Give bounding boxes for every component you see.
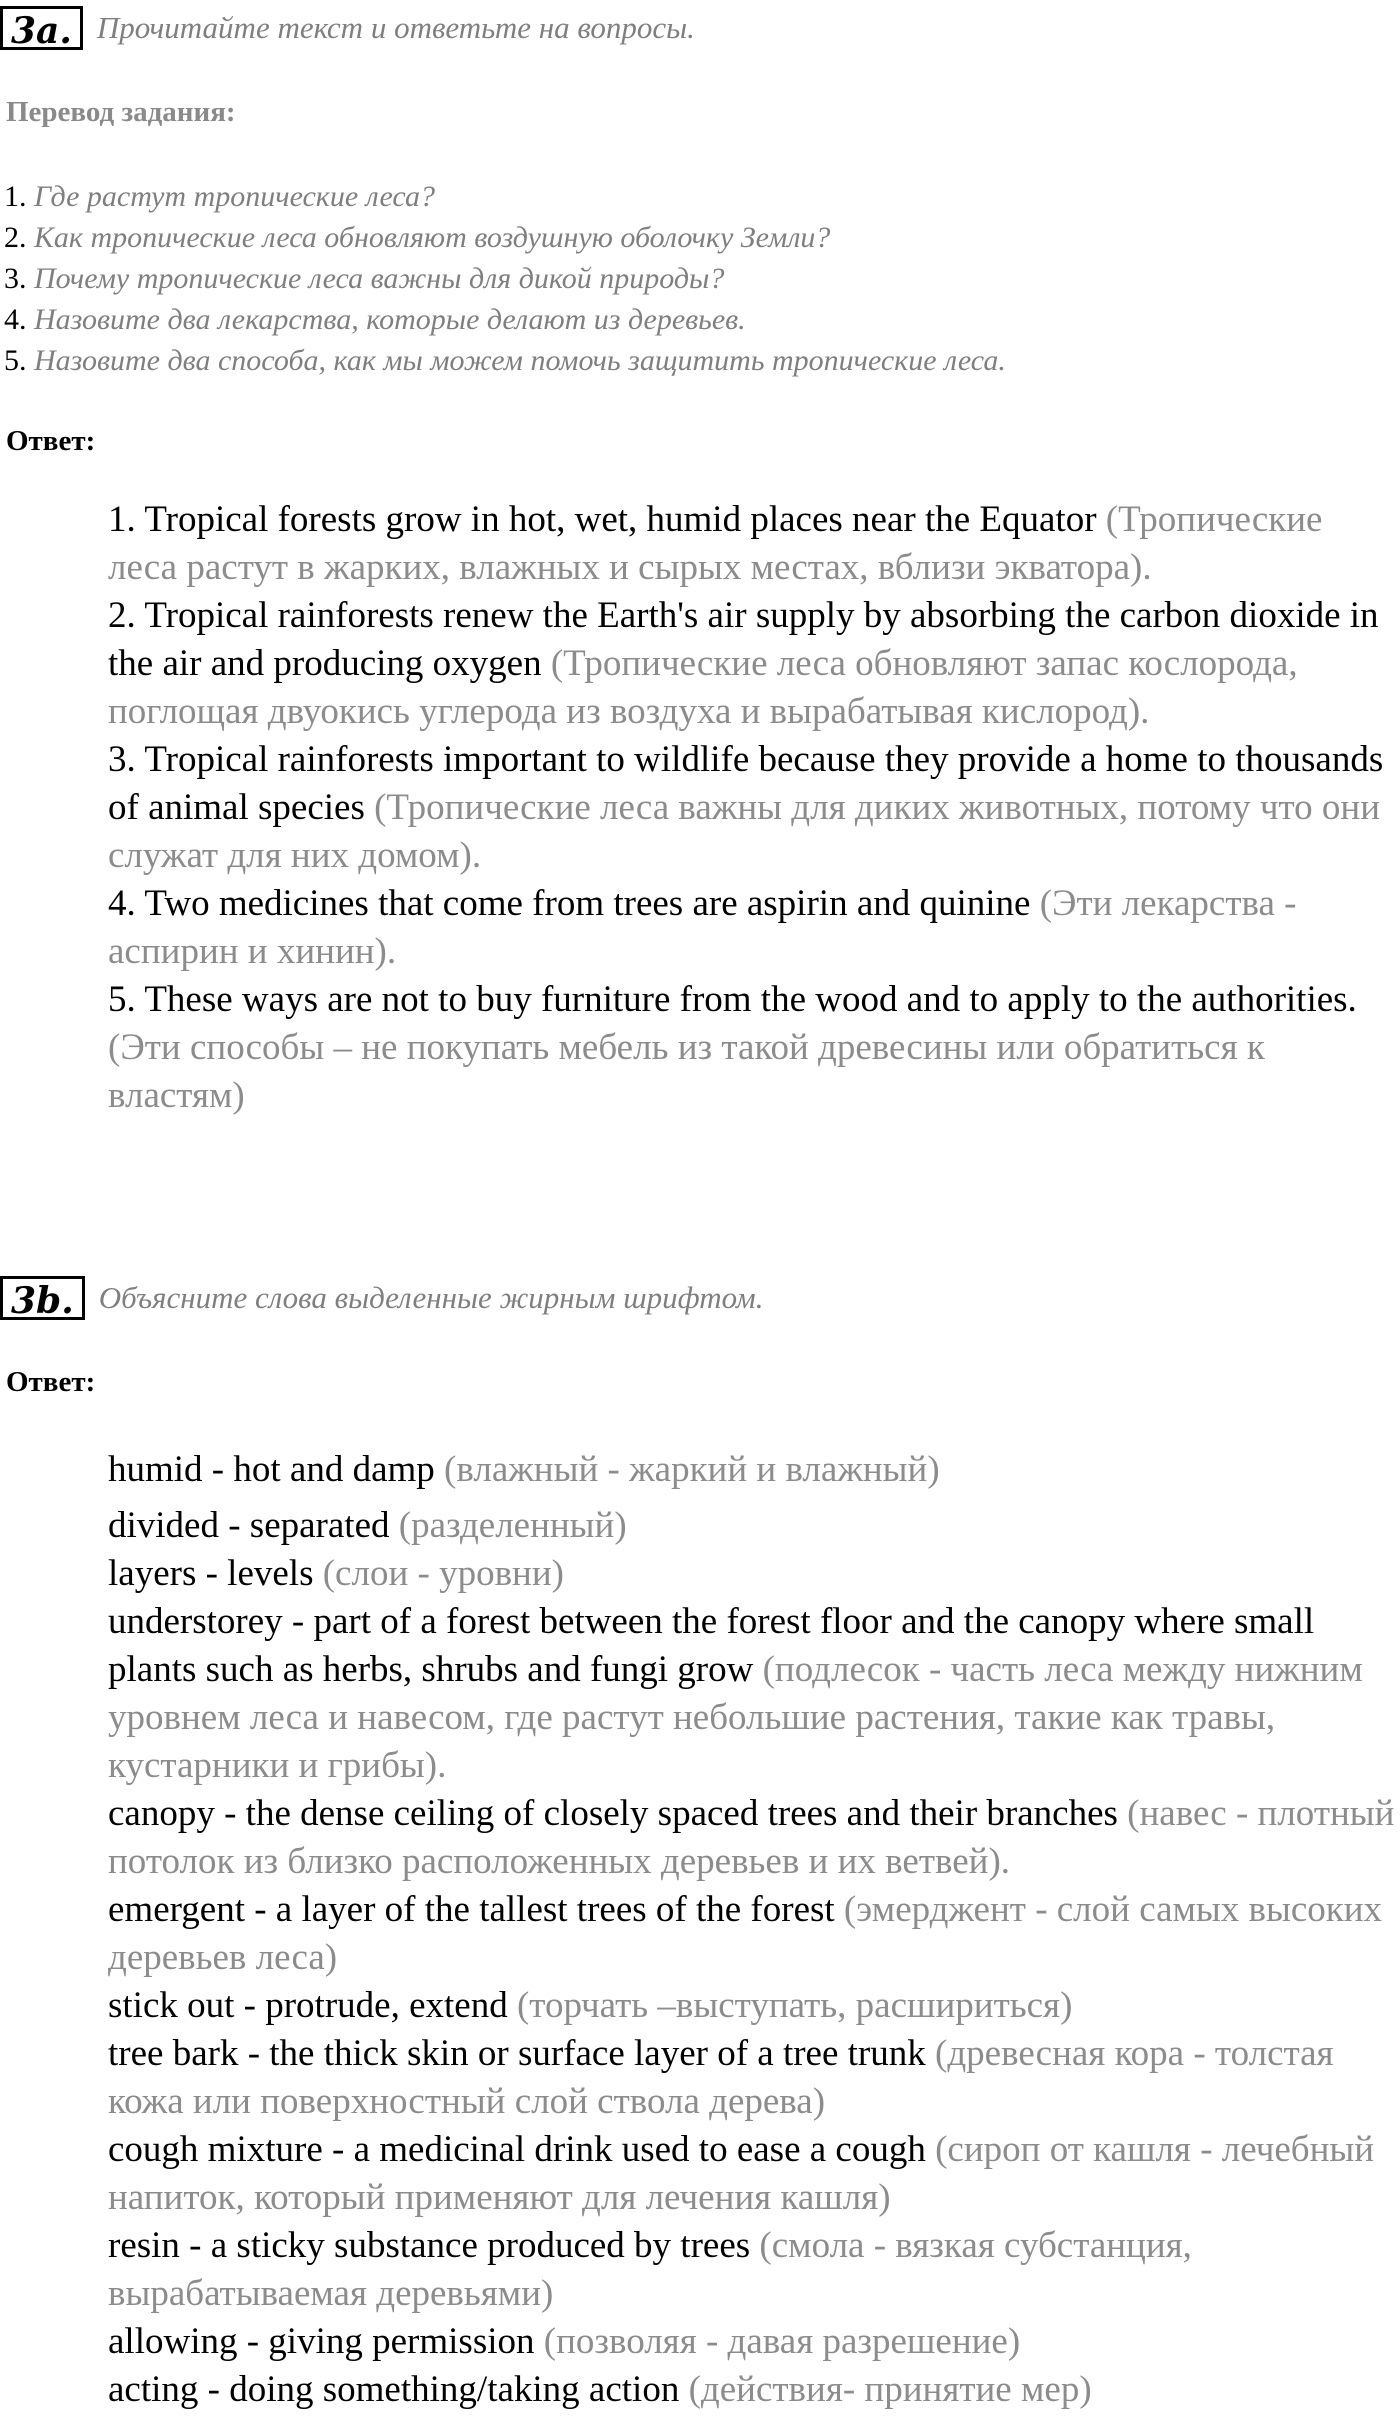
answer-item: 3. Tropical rainforests important to wildlife because they provide a home to thousands of animal species (Тропические леса важны для диких животных, потому что они служат для них домом).: [108, 739, 1384, 876]
task-3b-number: 3b.: [0, 1276, 85, 1320]
glossary-item: layers - levels (слои - уровни): [108, 1553, 564, 1594]
answer-item: 1. Tropical forests grow in hot, wet, humid places near the Equator (Тропические леса растут в жарких, влажных и сырых местах, вблизи экватора).: [108, 499, 1323, 588]
answer-heading-3a: Ответ:: [6, 425, 96, 457]
glossary-item: allowing - giving permission (позволяя - давая разрешение): [108, 2321, 1021, 2362]
glossary-item: emergent - a layer of the tallest trees of the forest (эмерджент - слой самых высоких деревьев леса): [108, 1889, 1383, 1978]
answers-3a: [108, 496, 1398, 1120]
glossary-item: canopy - the dense ceiling of closely spaced trees and their branches (навес - плотный потолок из близко расположенных деревьев и их ветвей).: [108, 1793, 1395, 1882]
glossary-item: acting - doing something/taking action (действия- принятие мер): [108, 2369, 1092, 2410]
task-3b-header: [0, 1276, 763, 1320]
task-3a-number: 3a.: [0, 6, 83, 50]
answer-item: 4. Two medicines that come from trees are aspirin and quinine (Эти лекарства - аспирин и хинин).: [108, 883, 1297, 972]
glossary-item: stick out - protrude, extend (торчать –выступать, расшириться): [108, 1985, 1073, 2026]
glossary-item: divided - separated (разделенный): [108, 1505, 627, 1546]
question-item: 2. Как тропические леса обновляют воздушную оболочку Земли?: [4, 221, 831, 254]
task-3b-instruction: Объясните слова выделенные жирным шрифтом.: [98, 1280, 764, 1315]
answer-item: 5. These ways are not to buy furniture from the wood and to apply to the authorities. (Эти способы – не покупать мебель из такой древесины или обратиться к властям): [108, 979, 1357, 1116]
answer-heading-3b: Ответ:: [6, 1366, 96, 1398]
question-item: 3. Почему тропические леса важны для дикой природы?: [4, 262, 725, 295]
translation-heading: Перевод задания:: [6, 96, 236, 128]
glossary-item: cough mixture - a medicinal drink used to ease a cough (сироп от кашля - лечебный напиток, который применяют для лечения кашля): [108, 2129, 1375, 2218]
glossary-item: tree bark - the thick skin or surface layer of a tree trunk (древесная кора - толстая кожа или поверхностный слой ствола дерева): [108, 2033, 1334, 2122]
glossary-item: understorey - part of a forest between the forest floor and the canopy where small plants such as herbs, shrubs and fungi grow (подлесок - часть леса между нижним уровнем леса и навесом, где растут небольшие растения, такие как травы, кустарники и грибы).: [108, 1601, 1363, 1786]
answer-item: 2. Tropical rainforests renew the Earth's air supply by absorbing the carbon dioxide in the air and producing oxygen (Тропические леса обновляют запас кослорода, поглощая двуокись углерода из воздуха и вырабатывая кислород).: [108, 595, 1379, 732]
task-3a-header: [0, 6, 695, 50]
question-item: 1. Где растут тропические леса?: [4, 180, 435, 213]
question-item: 5. Назовите два способа, как мы можем помочь защитить тропические леса.: [4, 344, 1006, 377]
question-item: 4. Назовите два лекарства, которые делают из деревьев.: [4, 303, 746, 336]
task-3a-instruction: Прочитайте текст и ответьте на вопросы.: [96, 10, 695, 45]
glossary-item: resin - a sticky substance produced by trees (смола - вязкая субстанция, вырабатываемая деревьями): [108, 2225, 1192, 2314]
glossary-item: humid - hot and damp (влажный - жаркий и влажный): [108, 1449, 940, 1490]
question-list: [4, 176, 1006, 381]
glossary-3b: [108, 1446, 1398, 2414]
